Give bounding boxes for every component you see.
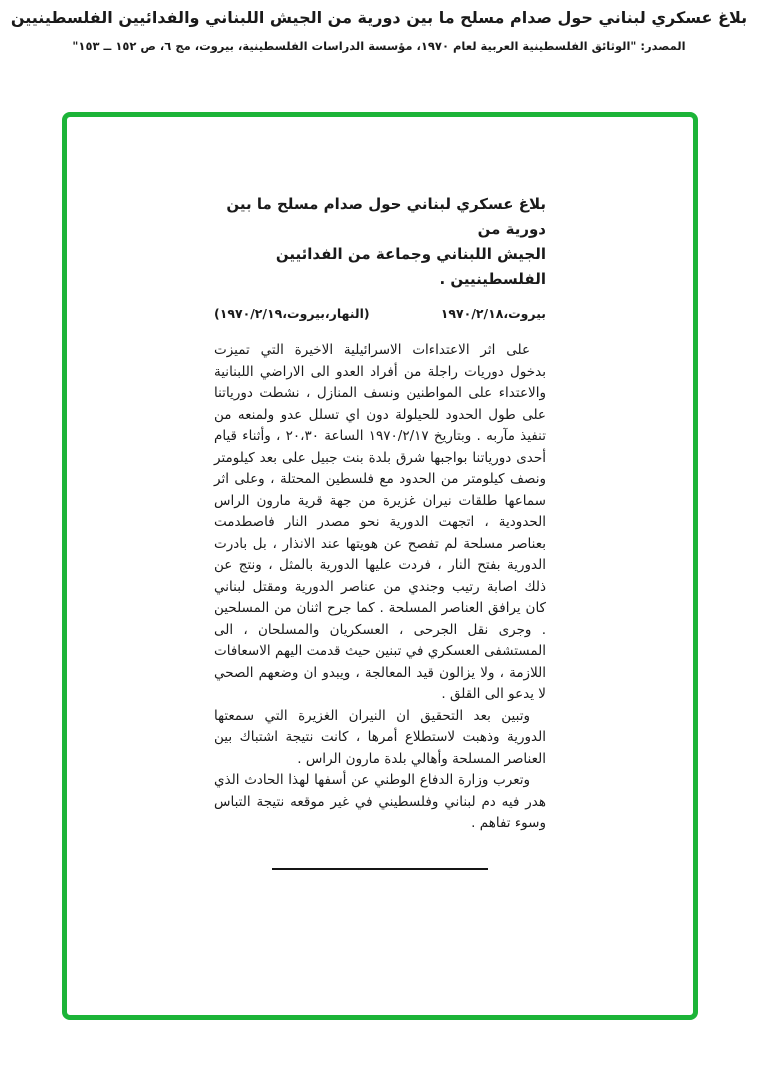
dateline-source-ref: (النهار،بيروت،١٩٧٠/٢/١٩) (214, 306, 370, 321)
section-divider (272, 868, 488, 870)
header-title: بلاغ عسكري لبناني حول صدام مسلح ما بين دورية من الجيش اللبناني والفدائيين الفلسطينيين (10, 8, 748, 27)
document-title-line-2: الجيش اللبناني وجماعة من الفدائيين الفلسطينيين . (275, 245, 546, 288)
document-title-line-1: بلاغ عسكري لبناني حول صدام مسلح ما بين دورية من (226, 195, 546, 238)
paragraph: وتبين بعد التحقيق ان النيران الغزيرة التي سمعتها الدورية وذهبت لاستطلاع أمرها ، كانت نتيجة اشتباك بين العناصر المسلحة وأهالي بلدة مارون الراس . (214, 707, 546, 767)
top-header (0, 6, 758, 55)
paragraph: وتعرب وزارة الدفاع الوطني عن أسفها لهذا الحادث الذي هدر فيه دم لبناني وفلسطيني في غير موقعه نتيجة التباس وسوء تفاهم . (214, 772, 546, 831)
document-body (214, 340, 546, 835)
document-title (214, 192, 546, 292)
paragraph: على اثر الاعتداءات الاسرائيلية الاخيرة التي تميزت بدخول دوريات راجلة من أفراد العدو الى الاراضي اللبنانية والاعتداء على المواطنين ونسف المنازل ، نشطت دورياتنا على طول الحدود للحيلولة دون اي تسلل عدو ولمنعه من تنفيذ مآربه . وبتاريخ ١٩٧٠/٢/١٧ الساعة ٢٠،٣٠ ، وأثناء قيام أحدى دورياتنا بواجبها شرق بلدة بنت جبيل على بعد كيلومتر ونصف كيلومتر من الحدود مع فلسطين المحتلة ، وعلى اثر سماعها طلقات نيران غزيرة من جهة قرية مارون الراس الحدودية ، اتجهت الدورية نحو مصدر النار فاصطدمت بعناصر مسلحة لم تفصح عن هويتها عند الانذار ، بل بادرت الدورية بفتح النار ، فردت عليها الدورية بالمثل ، ونتج عن ذلك اصابة رتيب وجندي من عناصر الدورية ومقتل لبناني كان يرافق العناصر المسلحة . كما جرح اثنان من المسلحين . وجرى نقل الجرحى ، العسكريان والمسلحان ، الى المستشفى العسكري في تبنين حيث قدمت اليهم الاسعافات اللازمة ، ولا يزالون قيد المعالجة ، ويبدو ان وضعهم الصحي لا يدعو الى القلق . (214, 342, 546, 702)
document-content (214, 192, 546, 870)
document-page (62, 112, 698, 1020)
header-source: المصدر: "الوثائق الفلسطينية العربية لعام ١٩٧٠، مؤسسة الدراسات الفلسطينية، بيروت، مج ٦، ص ١٥٢ ــ ١٥٣" (72, 39, 686, 53)
dateline-place-date: بيروت،١٩٧٠/٢/١٨ (440, 306, 546, 321)
dateline (214, 305, 546, 323)
